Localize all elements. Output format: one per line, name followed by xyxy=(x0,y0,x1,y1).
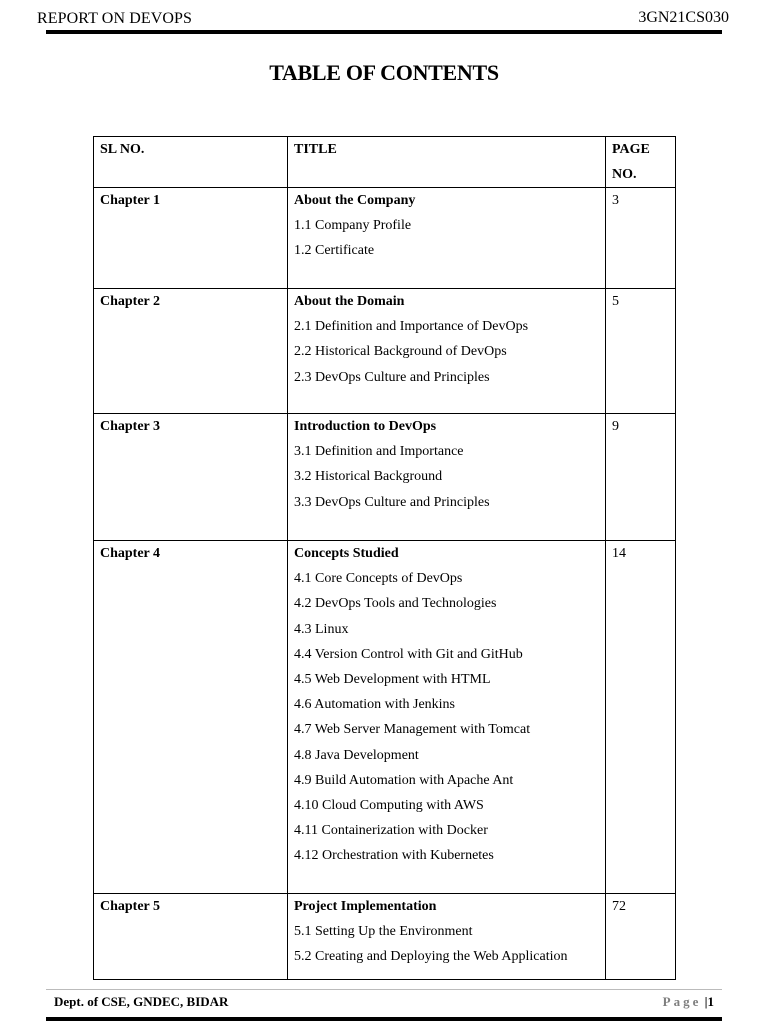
section-entry: 4.10 Cloud Computing with AWS xyxy=(294,798,484,814)
contents-table xyxy=(93,136,676,980)
footer-page-word: Page xyxy=(662,994,702,1009)
section-entry: 4.7 Web Server Management with Tomcat xyxy=(294,722,531,738)
page-number-cell: 9 xyxy=(606,414,676,541)
chapter-heading: About the Domain xyxy=(294,294,405,309)
table-row xyxy=(94,188,676,289)
section-entry: 4.4 Version Control with Git and GitHub xyxy=(294,646,523,662)
section-entry: 4.5 Web Development with HTML xyxy=(294,672,491,688)
page-title: TABLE OF CONTENTS xyxy=(269,60,499,85)
chapter-label: Chapter 4 xyxy=(94,541,288,894)
section-entry: 4.3 Linux xyxy=(294,621,349,637)
section-entry: 1.1 Company Profile xyxy=(294,218,412,234)
table-row xyxy=(94,541,676,894)
header-page-no: PAGE NO. xyxy=(606,137,676,188)
page-header xyxy=(37,8,729,30)
section-entry: 1.2 Certificate xyxy=(294,243,375,259)
section-entry: 2.3 DevOps Culture and Principles xyxy=(294,369,490,385)
header-sl-no: SL NO. xyxy=(94,137,288,188)
section-entry: 4.6 Automation with Jenkins xyxy=(294,697,455,713)
chapter-title-cell xyxy=(288,188,606,289)
footer-separator: | xyxy=(704,994,708,1009)
page-number-cell: 72 xyxy=(606,894,676,980)
footer-page-number xyxy=(663,994,714,1010)
section-entry: 5.1 Setting Up the Environment xyxy=(294,924,473,940)
footer-thin-rule xyxy=(46,989,722,990)
table-row xyxy=(94,894,676,980)
table-row xyxy=(94,289,676,414)
chapter-label: Chapter 5 xyxy=(94,894,288,980)
section-entry: 4.12 Orchestration with Kubernetes xyxy=(294,848,494,864)
header-report-title: REPORT ON DEVOPS xyxy=(37,10,193,27)
chapter-label: Chapter 1 xyxy=(94,188,288,289)
chapter-heading: Concepts Studied xyxy=(294,546,399,561)
page-number-cell: 5 xyxy=(606,289,676,414)
chapter-label: Chapter 2 xyxy=(94,289,288,414)
section-entry: 3.2 Historical Background xyxy=(294,469,443,485)
section-entry: 4.9 Build Automation with Apache Ant xyxy=(294,772,514,788)
page-number-cell: 3 xyxy=(606,188,676,289)
table-header-row xyxy=(94,137,676,188)
section-entry: 3.3 DevOps Culture and Principles xyxy=(294,494,490,510)
footer-department: Dept. of CSE, GNDEC, BIDAR xyxy=(54,994,229,1009)
section-entry: 2.2 Historical Background of DevOps xyxy=(294,344,507,360)
chapter-heading: Project Implementation xyxy=(294,899,437,914)
chapter-heading: Introduction to DevOps xyxy=(294,419,437,434)
page-number-cell: 14 xyxy=(606,541,676,894)
header-rule xyxy=(46,30,722,34)
section-entry: 4.8 Java Development xyxy=(294,747,419,763)
section-entry: 4.2 DevOps Tools and Technologies xyxy=(294,596,497,612)
section-entry: 2.1 Definition and Importance of DevOps xyxy=(294,319,529,335)
chapter-label: Chapter 3 xyxy=(94,414,288,541)
table-row xyxy=(94,414,676,541)
header-usn: 3GN21CS030 xyxy=(638,9,729,26)
chapter-title-cell xyxy=(288,414,606,541)
section-entry: 3.1 Definition and Importance xyxy=(294,444,464,460)
chapter-title-cell xyxy=(288,289,606,414)
section-entry: 5.2 Creating and Deploying the Web Application xyxy=(294,949,568,965)
chapter-heading: About the Company xyxy=(294,193,416,208)
footer-rule xyxy=(46,1017,722,1021)
chapter-title-cell xyxy=(288,894,606,980)
chapter-title-cell xyxy=(288,541,606,894)
section-entry: 4.11 Containerization with Docker xyxy=(294,823,488,839)
footer-page-value: 1 xyxy=(707,994,714,1009)
header-title: TITLE xyxy=(288,137,606,188)
section-entry: 4.1 Core Concepts of DevOps xyxy=(294,571,463,587)
